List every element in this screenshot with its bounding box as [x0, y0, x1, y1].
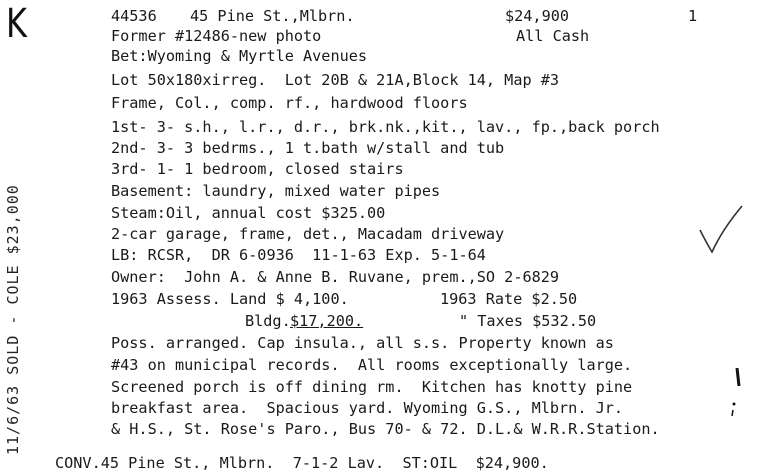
- page-number: 1: [688, 7, 698, 25]
- remarks-line: Screened porch is off dining rm. Kitchen has knotty pine: [111, 378, 633, 396]
- index-letter: K: [6, 1, 27, 47]
- assess-rate: 1963 Rate $2.50: [440, 290, 578, 308]
- footer-summary: CONV.45 Pine St., Mlbrn. 7-1-2 Lav. ST:OIL $24,900.: [55, 454, 549, 472]
- margin-marks-icon: [728, 360, 748, 420]
- body-line: Bet:Wyoming & Myrtle Avenues: [111, 47, 368, 65]
- body-line: 3rd- 1- 1 bedroom, closed stairs: [111, 160, 404, 178]
- remarks-line: #43 on municipal records. All rooms exceptionally large.: [111, 356, 633, 374]
- assess-taxes: " Taxes $532.50: [459, 312, 597, 330]
- body-line: Basement: laundry, mixed water pipes: [111, 182, 441, 200]
- assess-bldg-value: $17,200.: [290, 312, 364, 330]
- remarks-line: Poss. arranged. Cap insula., all s.s. Property known as: [111, 334, 614, 352]
- remarks-line: breakfast area. Spacious yard. Wyoming G.S., Mlbrn. Jr.: [111, 399, 624, 417]
- remarks-line: & H.S., St. Rose's Paro., Bus 70- & 72. D.L.& W.R.R.Station.: [111, 420, 660, 438]
- body-line: Lot 50x180xirreg. Lot 20B & 21A,Block 14, Map #3: [111, 71, 560, 89]
- body-line: 2-car garage, frame, det., Macadam driveway: [111, 225, 505, 243]
- body-line: LB: RCSR, DR 6-0936 11-1-63 Exp. 5-1-64: [111, 246, 486, 264]
- body-line: Steam:Oil, annual cost $325.00: [111, 204, 386, 222]
- former-photo: Former #12486-new photo: [111, 27, 322, 45]
- listing-number: 44536: [111, 7, 157, 25]
- address: 45 Pine St.,Mlbrn.: [190, 7, 355, 25]
- body-line: Frame, Col., comp. rf., hardwood floors: [111, 94, 468, 112]
- body-line: 2nd- 3- 3 bedrms., 1 t.bath w/stall and tub: [111, 139, 505, 157]
- body-line: 1st- 3- s.h., l.r., d.r., brk.nk.,kit., lav., fp.,back porch: [111, 118, 660, 136]
- terms: All Cash: [516, 27, 590, 45]
- check-mark-icon: [696, 200, 746, 260]
- sold-stamp: 11/6/63 SOLD - COLE $23,000: [4, 184, 22, 455]
- price: $24,900: [505, 7, 570, 25]
- assess-bldg-label: Bldg.: [245, 312, 291, 330]
- body-line: Owner: John A. & Anne B. Ruvane, prem.,SO 2-6829: [111, 268, 560, 286]
- assess-land: 1963 Assess. Land $ 4,100.: [111, 290, 349, 308]
